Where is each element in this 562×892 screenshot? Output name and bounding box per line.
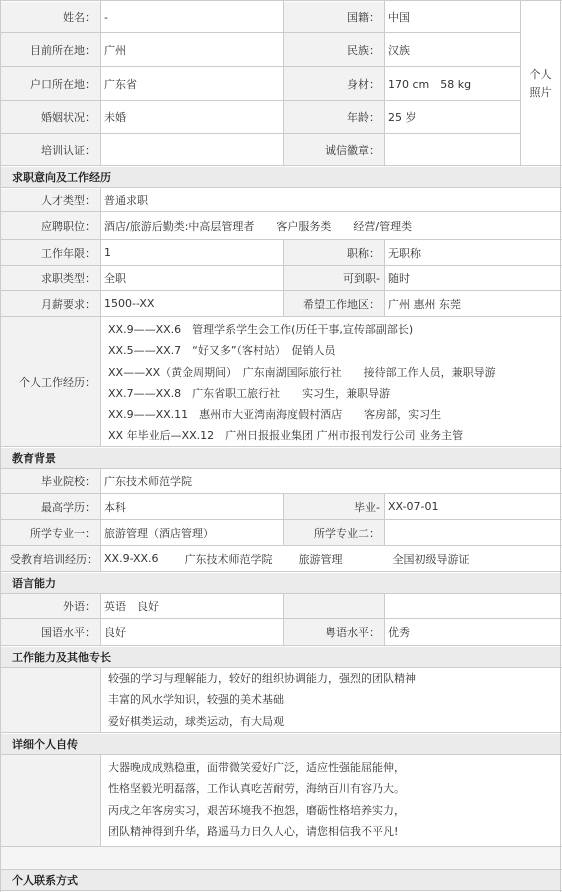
years-label: 工作年限： — [0, 240, 100, 265]
skills-line: 爱好棋类运动，球类运动，有大局观 — [108, 714, 284, 728]
row-divider — [0, 133, 521, 134]
col-divider — [100, 0, 101, 166]
experience-line: XX——XX（黄金周期间） 广东南湖国际旅行社 接待部工作人员，兼职导游 — [108, 365, 496, 379]
row-divider — [0, 211, 562, 212]
major2-value — [385, 520, 560, 545]
talent-type-label: 人才类型： — [0, 189, 100, 211]
col-divider — [384, 0, 385, 166]
position-item: 客户服务类 — [276, 219, 332, 233]
experience-line: XX.7——XX.8 广东省职工旅行社 实习生，兼职导游 — [108, 386, 391, 400]
row-divider — [0, 493, 562, 494]
major2-label: 所学专业二： — [284, 520, 384, 545]
ethnicity-value: 汉族 — [385, 33, 520, 66]
contact-section-header: 个人联系方式 — [0, 870, 560, 890]
self-review-line: 性格坚毅光明磊落，工作认真吃苦耐劳，海纳百川有容乃大。 — [108, 782, 405, 796]
training-item: 旅游管理 — [298, 552, 343, 566]
col-divider — [283, 0, 284, 166]
table-border-top — [0, 0, 562, 1]
hukou-value: 广东省 — [101, 67, 283, 100]
position-label: 应聘职位： — [0, 212, 100, 239]
school-label: 毕业院校： — [0, 469, 100, 493]
row-divider — [0, 667, 562, 668]
row-divider — [0, 32, 521, 33]
mandarin-value: 良好 — [101, 619, 283, 645]
row-divider — [0, 239, 562, 240]
experience-line: XX 年毕业后—XX.12 广州日报报业集团 广州市报刊发行公司 业务主管 — [108, 429, 464, 443]
self-review-label-cell — [0, 755, 100, 846]
grad-label: 毕业- — [284, 494, 384, 519]
col-divider — [520, 0, 521, 166]
row-divider — [0, 545, 562, 546]
job-type-value: 全职 — [101, 266, 283, 290]
row-divider — [0, 316, 562, 317]
talent-type-value: 普通求职 — [101, 189, 560, 211]
skills-line: 丰富的风水学知识，较强的美术基础 — [108, 693, 284, 707]
skills-list — [101, 668, 560, 732]
training-cert-value — [101, 134, 283, 165]
row-divider — [0, 890, 562, 891]
ethnicity-label: 民族： — [284, 33, 384, 66]
col-divider — [384, 240, 385, 316]
row-divider — [0, 290, 562, 291]
row-divider — [0, 100, 521, 101]
available-value: 随时 — [385, 266, 560, 290]
job-type-label: 求职类型： — [0, 266, 100, 290]
skills-section-header: 工作能力及其他专长 — [0, 647, 560, 667]
photo-placeholder — [521, 2, 560, 165]
position-item: 经营/管理类 — [353, 219, 413, 233]
training-label: 受教育培训经历： — [0, 546, 100, 571]
row-divider — [0, 846, 562, 847]
experience-label: 个人工作经历： — [0, 317, 100, 446]
location-value: 广州 — [101, 33, 283, 66]
grad-value: XX-07-01 — [385, 494, 560, 519]
skills-label-cell — [0, 668, 100, 732]
col-divider — [100, 188, 101, 446]
foreign-empty-cell — [284, 594, 384, 618]
experience-line: XX.5——XX.7 “好又多”（客村站） 促销人员 — [108, 344, 336, 358]
major1-value: 旅游管理（酒店管理） — [101, 520, 283, 545]
row-divider — [0, 165, 562, 166]
credit-badge-value — [385, 134, 520, 165]
nationality-value: 中国 — [385, 2, 520, 32]
experience-list — [101, 317, 560, 446]
spacer-row — [0, 847, 560, 869]
marital-value: 未婚 — [101, 101, 283, 133]
self-review-line: 大器晚成成熟稳重，面带微笑爱好广泛，适应性强能屈能伸， — [108, 761, 405, 774]
col-divider — [100, 668, 101, 732]
self-review-section-header: 详细个人自传 — [0, 734, 560, 754]
col-divider — [384, 594, 385, 645]
training-item: 广东技术师范学院 — [184, 552, 273, 566]
photo-label-line1: 个人 — [529, 67, 552, 81]
skills-line: 较强的学习与理解能力，较好的组织协调能力，强烈的团队精神 — [108, 672, 416, 685]
col-divider — [100, 469, 101, 571]
major1-label: 所学专业一： — [0, 520, 100, 545]
row-divider — [0, 265, 562, 266]
row-divider — [0, 66, 521, 67]
job-section-header: 求职意向及工作经历 — [0, 167, 560, 187]
row-divider — [0, 754, 562, 755]
row-divider — [0, 187, 562, 188]
row-divider — [0, 645, 562, 646]
training-item: XX.9-XX.6 — [104, 552, 159, 565]
col-divider — [283, 594, 284, 645]
marital-label: 婚姻状况： — [0, 101, 100, 133]
title-label: 职称： — [284, 240, 384, 265]
hukou-label: 户口所在地： — [0, 67, 100, 100]
location-label: 目前所在地： — [0, 33, 100, 66]
region-value: 广州 惠州 东莞 — [385, 291, 560, 316]
mandarin-label: 国语水平： — [0, 619, 100, 645]
foreign-label: 外语： — [0, 594, 100, 618]
training-item: 全国初级导游证 — [392, 552, 470, 566]
self-review-text — [101, 755, 560, 846]
col-divider — [384, 494, 385, 545]
degree-value: 本科 — [101, 494, 283, 519]
training-cert-label: 培训认证： — [0, 134, 100, 165]
foreign-empty-value — [385, 594, 560, 618]
nationality-label: 国籍： — [284, 2, 384, 32]
years-value: 1 — [101, 240, 283, 265]
row-divider — [0, 446, 562, 447]
experience-line: XX.9——XX.11 惠州市大亚湾南海度假村酒店 客房部，实习生 — [108, 408, 442, 422]
stature-label: 身材： — [284, 67, 384, 100]
language-section-header: 语言能力 — [0, 573, 560, 593]
salary-label: 月薪要求： — [0, 291, 100, 316]
row-divider — [0, 571, 562, 572]
row-divider — [0, 618, 562, 619]
cantonese-label: 粤语水平： — [284, 619, 384, 645]
education-section-header: 教育背景 — [0, 448, 560, 468]
salary-value: 1500--XX — [101, 291, 283, 316]
photo-label-line2: 照片 — [529, 85, 552, 99]
self-review-line: 丙戌之年客房实习，艰苦环境我不抱怨，磨砺性格培养实力， — [108, 803, 405, 817]
self-review-line: 团队精神得到升华，路遥马力日久人心，请您相信我不平凡! — [108, 824, 399, 838]
row-divider — [0, 732, 562, 733]
age-label: 年龄： — [284, 101, 384, 133]
credit-badge-label: 诚信徽章： — [284, 134, 384, 165]
name-label: 姓名： — [0, 2, 100, 32]
degree-label: 最高学历： — [0, 494, 100, 519]
row-divider — [0, 869, 562, 870]
row-divider — [0, 593, 562, 594]
age-value: 25 岁 — [385, 101, 520, 133]
row-divider — [0, 519, 562, 520]
available-label: 可到职- — [284, 266, 384, 290]
col-divider — [283, 494, 284, 545]
col-divider — [100, 755, 101, 846]
region-label: 希望工作地区： — [284, 291, 384, 316]
position-item: 酒店/旅游后勤类:中高层管理者 — [104, 219, 255, 233]
experience-line: XX.9——XX.6 管理学系学生会工作(历任干事,宣传部副部长) — [108, 323, 414, 336]
stature-value: 170 cm 58 kg — [385, 67, 520, 100]
position-value — [101, 212, 560, 239]
col-divider — [100, 594, 101, 645]
col-divider — [283, 240, 284, 316]
name-value: - — [101, 2, 283, 32]
school-value: 广东技术师范学院 — [101, 469, 560, 493]
row-divider — [0, 468, 562, 469]
title-value: 无职称 — [385, 240, 560, 265]
foreign-value: 英语 良好 — [101, 594, 283, 618]
cantonese-value: 优秀 — [385, 619, 560, 645]
training-value — [101, 546, 560, 571]
